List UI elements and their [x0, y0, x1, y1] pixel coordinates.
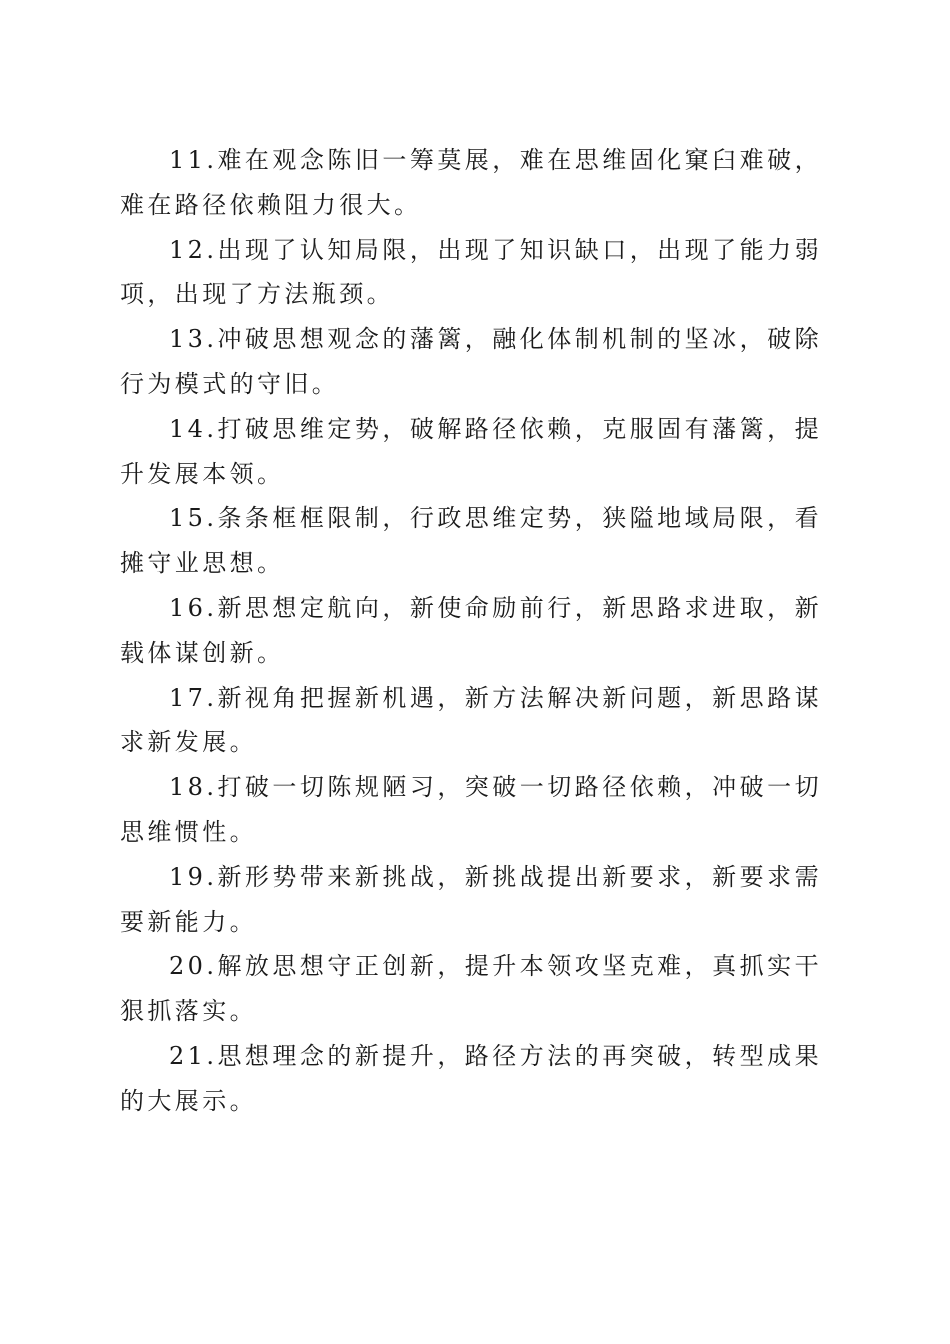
paragraph-13: 13.冲破思想观念的藩篱，融化体制机制的坚冰，破除行为模式的守旧。 [120, 325, 822, 398]
paragraph-21: 21.思想理念的新提升，路径方法的再突破，转型成果的大展示。 [120, 1041, 822, 1115]
paragraph-20: 20.解放思想守正创新，提升本领攻坚克难，真抓实干狠抓落实。 [120, 952, 822, 1026]
paragraph-17: 17.新视角把握新机遇，新方法解决新问题，新思路谋求新发展。 [120, 683, 822, 757]
paragraph-15: 15.条条框框限制，行政思维定势，狭隘地域局限，看摊守业思想。 [120, 504, 822, 578]
paragraph-14: 14.打破思维定势，破解路径依赖，克服固有藩篱，提升发展本领。 [120, 414, 822, 488]
paragraph-12: 12.出现了认知局限，出现了知识缺口，出现了能力弱项，出现了方法瓶颈。 [120, 235, 822, 309]
paragraph-11: 11.难在观念陈旧一筹莫展，难在思维固化窠臼难破，难在路径依赖阻力很大。 [120, 146, 822, 219]
paragraph-16: 16.新思想定航向，新使命励前行，新思路求进取，新载体谋创新。 [120, 593, 822, 667]
document-body [120, 138, 822, 1124]
paragraph-19: 19.新形势带来新挑战，新挑战提出新要求，新要求需要新能力。 [120, 862, 822, 936]
paragraph-18: 18.打破一切陈规陋习，突破一切路径依赖，冲破一切思维惯性。 [120, 773, 822, 846]
